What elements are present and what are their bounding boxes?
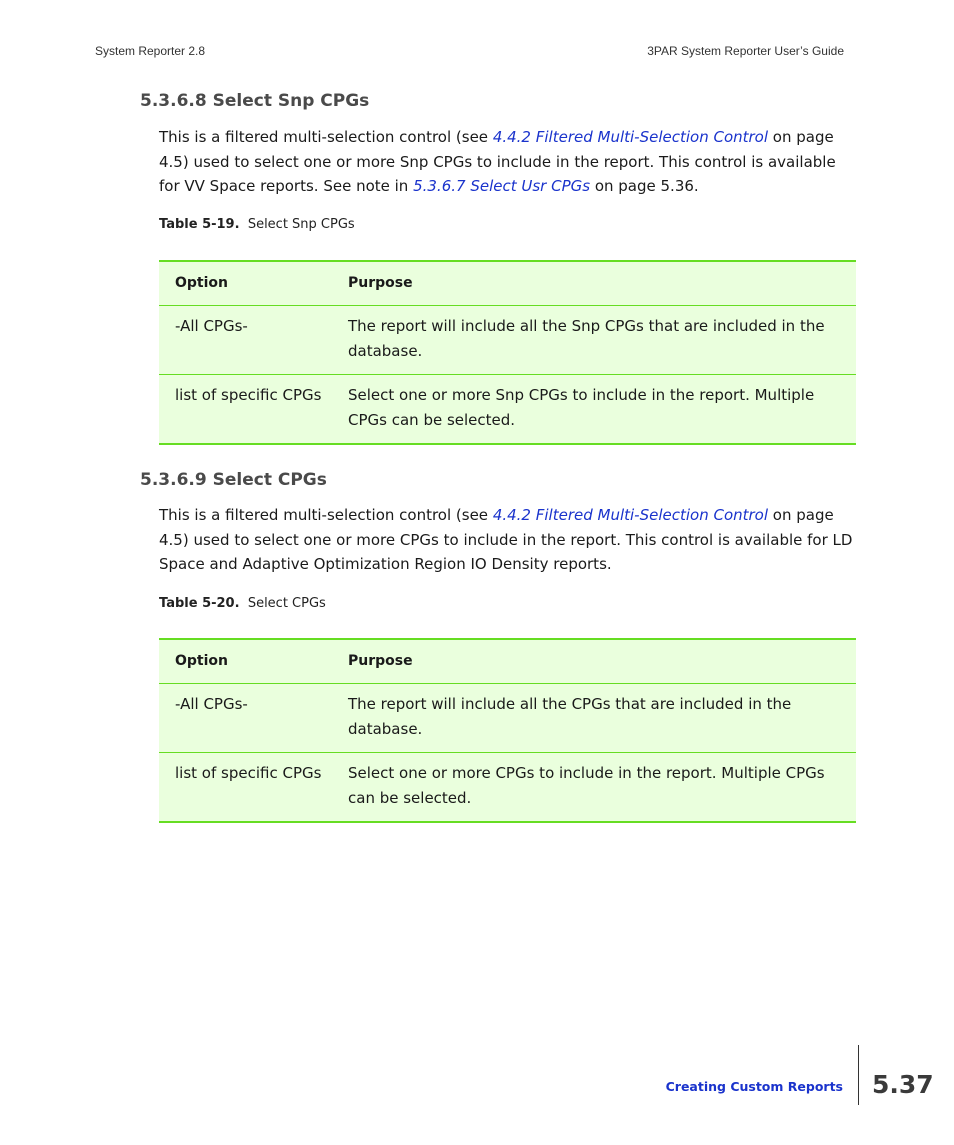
para-text: on page 4.5) used to select one or more Snp CPGs to include in the report. This control is available for VV Space reports. See note in [159, 128, 836, 196]
para-text: This is a filtered multi-selection control (see [159, 506, 493, 524]
table-caption-5-20 [159, 596, 326, 611]
column-header-option: Option [159, 261, 348, 306]
table-caption-text: Select CPGs [247, 596, 326, 611]
page-number: 5.37 [872, 1070, 934, 1099]
section-paragraph-cpgs [159, 503, 859, 577]
cross-ref-link-filtered-multi-selection[interactable]: 4.4.2 Filtered Multi-Selection Control [492, 128, 769, 146]
table-header-row [159, 639, 856, 684]
para-text: This is a filtered multi-selection control (see [159, 128, 493, 146]
purpose-cell: Select one or more CPGs to include in the report. Multiple CPGs can be selected. [348, 753, 856, 823]
para-text: on page 5.36. [590, 177, 699, 196]
purpose-cell: The report will include all the Snp CPGs that are included in the database. [348, 306, 856, 375]
purpose-cell: Select one or more Snp CPGs to include in the report. Multiple CPGs can be selected. [348, 375, 856, 445]
section-title-cpgs: 5.3.6.9 Select CPGs [140, 470, 327, 490]
table-caption-text: Select Snp CPGs [247, 217, 355, 232]
section-paragraph-snp-cpgs [159, 125, 859, 199]
running-header-right: 3PAR System Reporter User’s Guide [647, 44, 844, 58]
running-header-left: System Reporter 2.8 [95, 44, 206, 58]
table-row [159, 684, 856, 753]
para-text: on page 4.5) used to select one or more CPGs to include in the report. This control is available for LD Space and Adaptive Optimization Region IO Density reports. [159, 506, 853, 574]
table-row [159, 753, 856, 823]
table-row [159, 306, 856, 375]
option-cell: list of specific CPGs [159, 375, 348, 445]
column-header-option: Option [159, 639, 348, 684]
table-caption-label: Table 5-19. [159, 217, 240, 232]
table-row [159, 375, 856, 445]
purpose-cell: The report will include all the CPGs that are included in the database. [348, 684, 856, 753]
cross-ref-link-filtered-multi-selection[interactable]: 4.4.2 Filtered Multi-Selection Control [492, 506, 769, 524]
chapter-footer-link[interactable]: Creating Custom Reports [665, 1079, 843, 1094]
table-caption-5-19 [159, 217, 355, 232]
option-cell: -All CPGs- [159, 684, 348, 753]
options-table-cpgs [159, 638, 856, 823]
column-header-purpose: Purpose [348, 261, 856, 306]
option-cell: -All CPGs- [159, 306, 348, 375]
section-title-snp-cpgs: 5.3.6.8 Select Snp CPGs [140, 91, 370, 111]
column-header-purpose: Purpose [348, 639, 856, 684]
option-cell: list of specific CPGs [159, 753, 348, 823]
table-caption-label: Table 5-20. [159, 596, 240, 611]
footer-divider [858, 1045, 859, 1105]
table-header-row [159, 261, 856, 306]
cross-ref-link-select-usr-cpgs[interactable]: 5.3.6.7 Select Usr CPGs [413, 177, 591, 196]
options-table-snp-cpgs [159, 260, 856, 445]
